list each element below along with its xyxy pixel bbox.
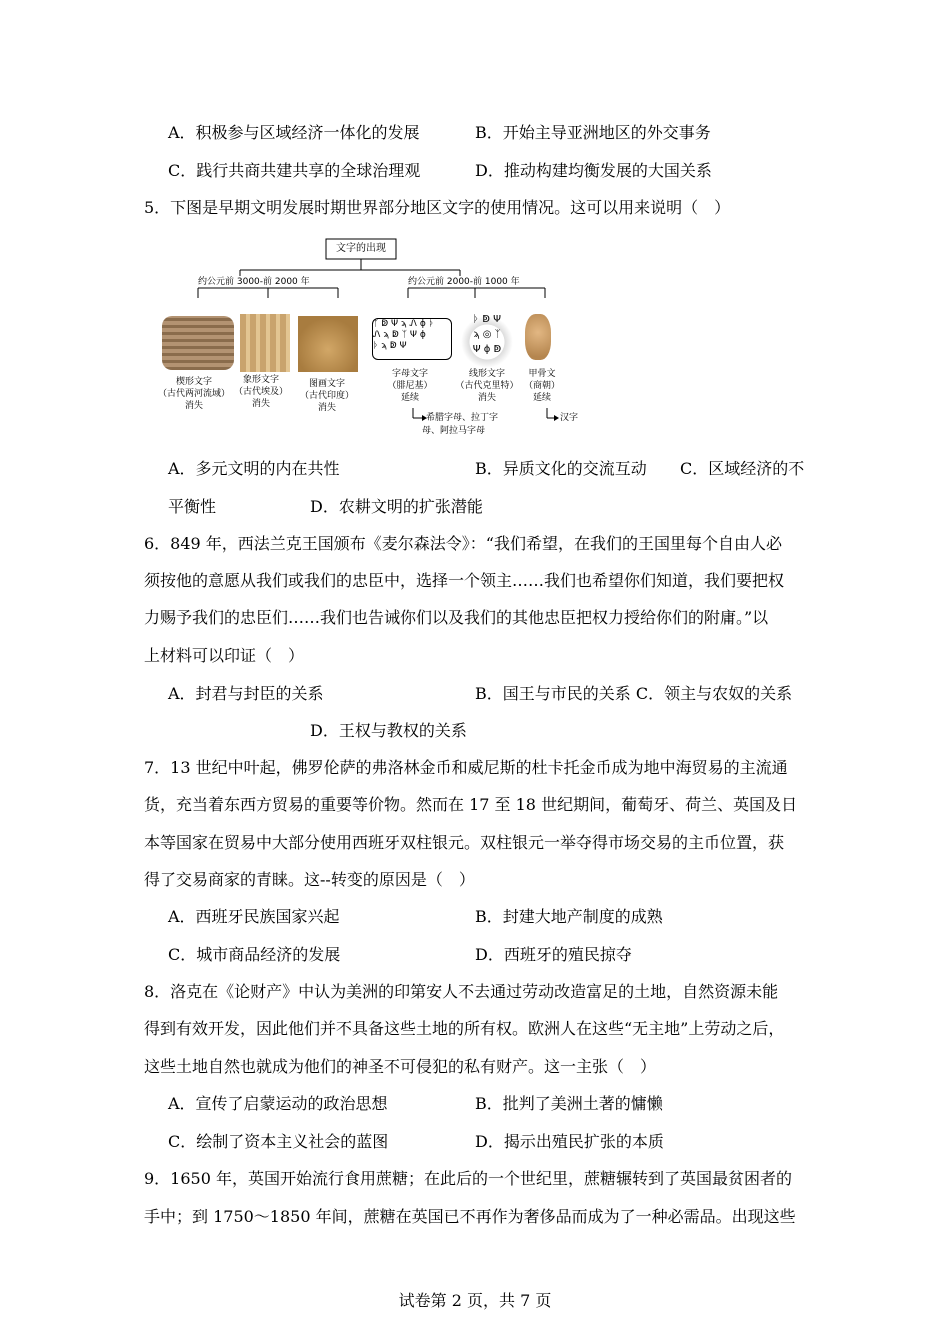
q8-line-3: 这些土地自然也就成为他们的神圣不可侵犯的私有财产。这一主张（ ） xyxy=(144,1057,657,1076)
oracle-bone-image xyxy=(525,314,551,360)
q9-line-1: 9．1650 年，英国开始流行食用蔗糖；在此后的一个世纪里，蔗糖辗转到了英国最贫困者的 xyxy=(144,1169,792,1188)
item-indus-name: 图画文字 xyxy=(308,379,345,389)
q6-line-4: 上材料可以印证（ ） xyxy=(144,646,305,665)
linear-script-image: ᚦ ↁ Ψ ϡ ◎ ᛉ Ψ ϕ ↁ xyxy=(456,312,518,372)
item-cuneiform-label xyxy=(154,376,234,412)
item-linear-region: （古代克里特） xyxy=(455,381,519,391)
q8-option-a: A．宣传了启蒙运动的政治思想 xyxy=(168,1094,388,1113)
q7-option-b: B．封建大地产制度的成熟 xyxy=(475,907,663,926)
q5-option-c-part2: 平衡性 xyxy=(168,497,217,516)
q6-option-bc: B．国王与市民的关系 C．领主与农奴的关系 xyxy=(475,684,793,703)
q5-option-a: A．多元文明的内在共性 xyxy=(168,459,340,478)
q6-line-2: 须按他的意愿从我们或我们的忠臣中，选择一个领主……我们也希望你们知道，我们要把权 xyxy=(144,571,785,590)
item-phoenician-region: （腓尼基） xyxy=(387,381,433,391)
q9-line-2: 手中；到 1750～1850 年间，蔗糖在英国已不再作为奢侈品而成为了一种必需品。出现这些 xyxy=(144,1207,796,1226)
page-footer: 试卷第 2 页，共 7 页 xyxy=(398,1291,552,1310)
q5-option-b: B．异质文化的交流互动 xyxy=(475,459,647,478)
diagram-root: 文字的出现 xyxy=(336,243,386,254)
q7-option-a: A．西班牙民族国家兴起 xyxy=(168,907,340,926)
diagram-left-period: 约公元前 3000-前 2000 年 xyxy=(198,277,310,287)
writing-origin-diagram xyxy=(157,236,580,446)
phoenician-result-line1: 希腊字母、拉丁字 xyxy=(426,413,499,423)
item-oracle-label xyxy=(520,368,564,404)
q6-option-d: D．王权与教权的关系 xyxy=(310,721,467,740)
oracle-result: 汉字 xyxy=(560,413,579,423)
q8-option-d: D．揭示出殖民扩张的本质 xyxy=(475,1132,664,1151)
item-oracle-name: 甲骨文 xyxy=(528,369,556,379)
q5-option-d: D．农耕文明的扩张潜能 xyxy=(310,497,483,516)
q5-stem: 5．下图是早期文明发展时期世界部分地区文字的使用情况。这可以用来说明（ ） xyxy=(144,198,731,217)
item-phoenician-label xyxy=(378,368,442,404)
q7-line-1: 7．13 世纪中叶起，佛罗伦萨的弗洛林金币和威尼斯的杜卡托金币成为地中海贸易的主流通 xyxy=(144,758,788,777)
phoenician-result-line2: 母、阿拉马字母 xyxy=(422,426,486,436)
q8-line-2: 得到有效开发，因此他们并不具备这些土地的所有权。欧洲人在这些“无主地”上劳动之后， xyxy=(144,1019,785,1038)
q7-option-c: C．城市商品经济的发展 xyxy=(168,945,341,964)
item-indus-label xyxy=(294,378,360,414)
hieroglyph-image xyxy=(240,314,290,372)
q6-option-a: A．封君与封臣的关系 xyxy=(168,684,324,703)
q6-line-3: 力赐予我们的忠臣们……我们也告诫你们以及我们的其他忠臣把权力授给你们的附庸。”以 xyxy=(144,608,769,627)
cuneiform-tablet-image xyxy=(162,316,234,370)
item-oracle-region: （商朝） xyxy=(523,381,560,391)
item-cuneiform-region: （古代两河流域） xyxy=(157,389,230,399)
item-phoenician-name: 字母文字 xyxy=(391,369,428,379)
item-indus-region: （古代印度） xyxy=(299,391,354,401)
diagram-right-period: 约公元前 2000-前 1000 年 xyxy=(408,277,520,287)
q8-option-c: C．绘制了资本主义社会的蓝图 xyxy=(168,1132,389,1151)
item-hieroglyph-status: 消失 xyxy=(251,399,270,409)
q4-option-c: C．践行共商共建共享的全球治理观 xyxy=(168,161,421,180)
item-indus-status: 消失 xyxy=(317,403,336,413)
q4-option-b: B．开始主导亚洲地区的外交事务 xyxy=(475,123,711,142)
q8-line-1: 8．洛克在《论财产》中认为美洲的印第安人不去通过劳动改造富足的土地，自然资源未能 xyxy=(144,982,779,1001)
q7-option-d: D．西班牙的殖民掠夺 xyxy=(475,945,632,964)
item-oracle-status: 延续 xyxy=(532,393,551,403)
item-linear-name: 线形文字 xyxy=(468,369,505,379)
phoenician-script-image: ᛉ ↁ Ψ ϡ Ꮑ ϕ ᚦ Ꮑ ϡ ↁ ᛉ Ψ ϕ ᚦ ϡ ↁ Ψ xyxy=(372,318,452,360)
item-hieroglyph-name: 象形文字 xyxy=(242,375,279,385)
q5-option-c-part1: C．区域经济的不 xyxy=(680,459,805,478)
q7-line-3: 本等国家在贸易中大部分使用西班牙双柱银元。双柱银元一举夺得市场交易的主币位置，获 xyxy=(144,833,785,852)
q7-line-2: 货，充当着东西方贸易的重要等价物。然而在 17 至 18 世纪期间，葡萄牙、荷兰、英国及日 xyxy=(144,795,798,814)
q4-option-d: D．推动构建均衡发展的大国关系 xyxy=(475,161,712,180)
item-hieroglyph-region: （古代埃及） xyxy=(233,387,288,397)
item-phoenician-status: 延续 xyxy=(400,393,419,403)
item-cuneiform-name: 楔形文字 xyxy=(175,377,212,387)
item-hieroglyph-label xyxy=(228,374,294,410)
item-linear-status: 消失 xyxy=(477,393,496,403)
indus-seal-image xyxy=(298,316,358,372)
q8-option-b: B．批判了美洲土著的慵懒 xyxy=(475,1094,663,1113)
item-cuneiform-status: 消失 xyxy=(184,401,203,411)
q4-option-a: A．积极参与区域经济一体化的发展 xyxy=(168,123,420,142)
q7-line-4: 得了交易商家的青睐。这--转变的原因是（ ） xyxy=(144,870,475,889)
q6-line-1: 6．849 年，西法兰克王国颁布《麦尔森法令》：“我们希望，在我们的王国里每个自由人必 xyxy=(144,534,782,553)
item-linear-label xyxy=(450,368,524,404)
